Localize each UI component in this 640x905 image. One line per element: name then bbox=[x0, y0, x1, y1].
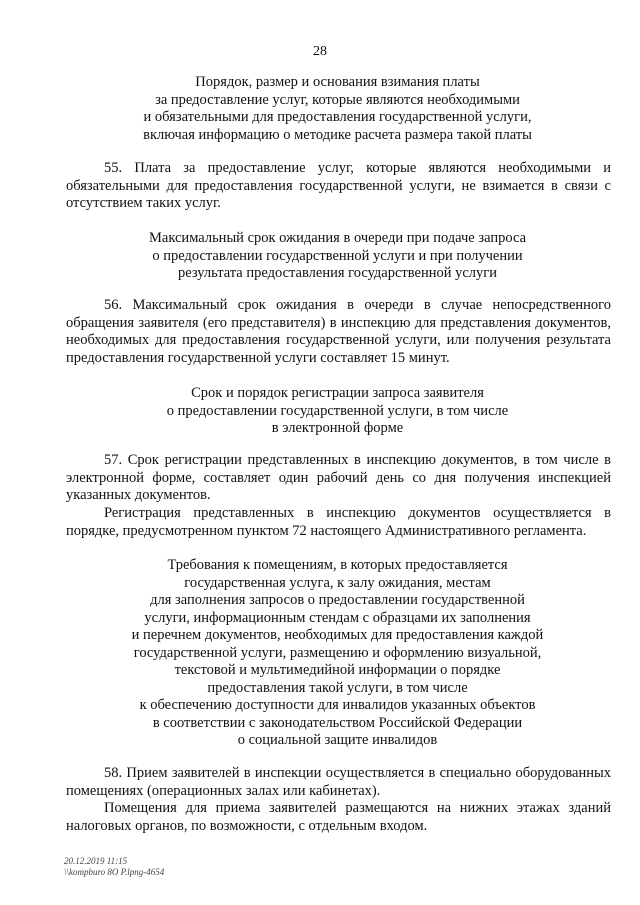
heading-line: для заполнения запросов о предоставлении государственной bbox=[150, 592, 525, 608]
section-heading-registration bbox=[60, 385, 615, 438]
heading-line: о социальной защите инвалидов bbox=[237, 732, 438, 748]
heading-line: Порядок, размер и основания взимания платы bbox=[195, 74, 480, 90]
section-heading-fee bbox=[60, 74, 615, 144]
heading-line: о предоставлении государственной услуги, в том числе bbox=[166, 402, 509, 419]
footer-file-path: \\kompburo 8O P.lpng-4654 bbox=[64, 867, 165, 877]
heading-line: и обязательными для предоставления государственной услуги, bbox=[143, 109, 532, 125]
section-heading-premises bbox=[60, 557, 615, 750]
heading-line: текстовой и мультимедийной информации о порядке bbox=[174, 662, 501, 678]
paragraph-57: 57. Срок регистрации представленных в инспекцию документов, в том числе в электронной форме, составляет один рабочий день со дня получения инспекцией указанных документов. bbox=[66, 452, 611, 503]
page-number: 28 bbox=[313, 44, 327, 59]
heading-line: Максимальный срок ожидания в очереди при подаче запроса bbox=[148, 230, 527, 246]
footer-date: 20.12.2019 11:15 bbox=[64, 856, 128, 866]
paragraph-56: 56. Максимальный срок ожидания в очереди в случае непосредственного обращения заявителя (его представителя) в инспекцию для представления документов, необходимых для предоставления государственной услуги, или получения результата предоставления государственной услуги составляет 15 минут. bbox=[66, 297, 611, 366]
heading-line: государственная услуга, к залу ожидания, местам bbox=[184, 574, 491, 591]
heading-line: услуги, информационным стендам с образцами их заполнения bbox=[144, 609, 531, 626]
heading-line: Требования к помещениям, в которых предоставляется bbox=[167, 557, 508, 573]
paragraph-57-registration: Регистрация представленных в инспекцию документов осуществляется в порядке, предусмотренном пунктом 72 настоящего Административного регламента. bbox=[66, 505, 611, 539]
heading-line: предоставления такой услуги, в том числе bbox=[207, 679, 468, 696]
heading-line: Срок и порядок регистрации запроса заявителя bbox=[191, 385, 484, 401]
heading-line: в электронной форме bbox=[271, 420, 404, 436]
heading-line: государственной услуги, размещению и оформлению визуальной, bbox=[133, 644, 542, 661]
heading-line: результата предоставления государственной услуги bbox=[178, 265, 497, 281]
heading-line: за предоставление услуг, которые являются необходимыми bbox=[155, 91, 520, 108]
print-footer bbox=[64, 856, 164, 878]
paragraph-58-premises: Помещения для приема заявителей размещаются на нижних этажах зданий налоговых органов, по возможности, с отдельным входом. bbox=[66, 800, 611, 834]
heading-line: о предоставлении государственной услуги и при получении bbox=[152, 247, 523, 264]
heading-line: в соответствии с законодательством Российской Федерации bbox=[152, 714, 523, 731]
section-heading-queue-time bbox=[60, 230, 615, 283]
paragraph-58: 58. Прием заявителей в инспекции осуществляется в специально оборудованных помещениях (операционных залах или кабинетах). bbox=[66, 765, 611, 799]
paragraph-55: 55. Плата за предоставление услуг, которые являются необходимыми и обязательными для предоставления государственной услуги, не взимается в связи с отсутствием таких услуг. bbox=[66, 160, 611, 211]
heading-line: к обеспечению доступности для инвалидов указанных объектов bbox=[139, 697, 536, 713]
heading-line: включая информацию о методике расчета размера такой платы bbox=[143, 126, 532, 143]
heading-line: и перечнем документов, необходимых для предоставления каждой bbox=[131, 627, 544, 643]
